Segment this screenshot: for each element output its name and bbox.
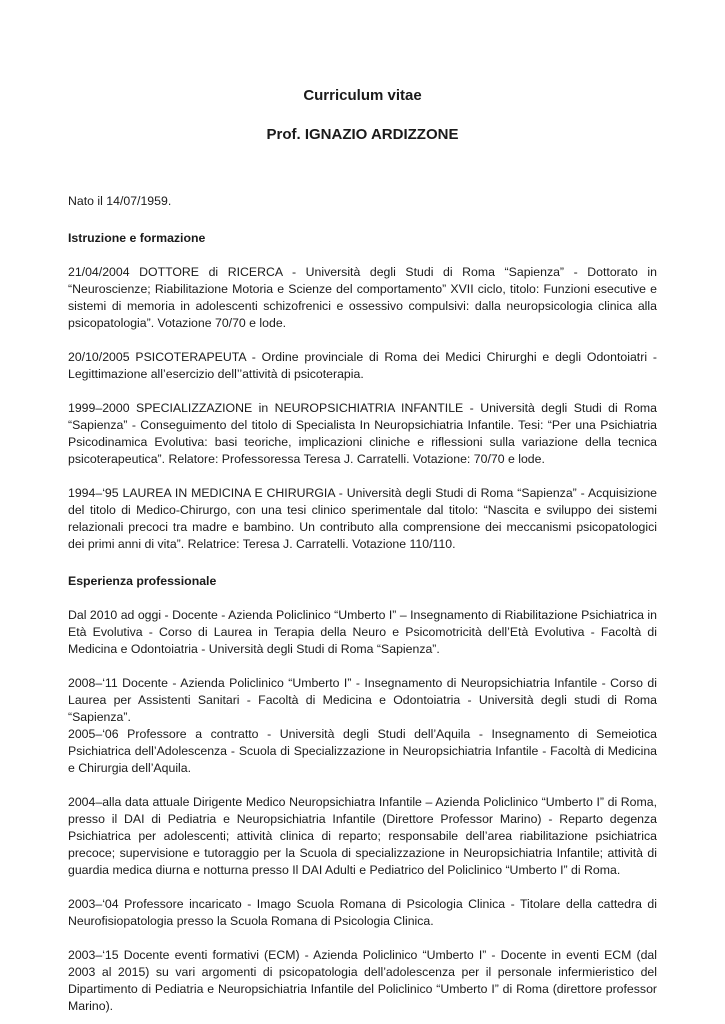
experience-item: 2003–‘15 Docente eventi formativi (ECM) - Azienda Policlinico “Umberto I” - Docente in eventi ECM (dal 2003 al 2015) su vari argomenti di psicopatologia dell’adolescenza per il personale infermieristico del Dipartimento di Pediatria e Neuropsichiatria Infantile del Policlinico “Umberto I” di Roma (direttore professor Marino). bbox=[68, 948, 657, 1013]
education-item: 1994–‘95 LAUREA IN MEDICINA E CHIRURGIA - Università degli Studi di Roma “Sapienza” - Acquisizione del titolo di Medico-Chirurgo, con una tesi clinico sperimentale dal titolo: “Nascita e sviluppo dei sistemi relazionali precoci tra madre e bambino. Un contributo alla comprensione dei meccanismi psicopatologici dei primi anni di vita”. Relatrice: Teresa J. Carratelli. Votazione 110/110. bbox=[68, 486, 657, 551]
section-heading-experience: Esperienza professionale bbox=[68, 574, 217, 588]
education-item: 20/10/2005 PSICOTERAPEUTA - Ordine provinciale di Roma dei Medici Chirurghi e degli Odontoiatri - Legittimazione all’esercizio dell’’attività di psicoterapia. bbox=[68, 350, 657, 381]
experience-item: 2005–‘06 Professore a contratto - Università degli Studi dell’Aquila - Insegnamento di Semeiotica Psichiatrica dell’Adolescenza - Scuola di Specializzazione in Neuropsichiatria Infantile - Facoltà di Medicina e Chirurgia dell’Aquila. bbox=[68, 727, 657, 775]
education-item: 21/04/2004 DOTTORE di RICERCA - Università degli Studi di Roma “Sapienza” - Dottorato in “Neuroscienze; Riabilitazione Motoria e Scienze del comportamento” XVII ciclo, titolo: Funzioni esecutive e sistemi di memoria in adolescenti schizofrenici e ossessivo compulsivi: dalla neuropsicologia clinica alla psicopatologia”. Votazione 70/70 e lode. bbox=[68, 265, 657, 330]
experience-item: 2003–‘04 Professore incaricato - Imago Scuola Romana di Psicologia Clinica - Titolare della cattedra di Neurofisiopatologia presso la Scuola Romana di Psicologia Clinica. bbox=[68, 897, 657, 928]
experience-item: Dal 2010 ad oggi - Docente - Azienda Policlinico “Umberto I” – Insegnamento di Riabilitazione Psichiatrica in Età Evolutiva - Corso di Laurea in Terapia della Neuro e Psicomotricità dell’Età Evolutiva - Facoltà di Medicina e Odontoiatria - Università degli Studi di Roma “Sapienza”. bbox=[68, 608, 657, 656]
experience-item: 2008–‘11 Docente - Azienda Policlinico “Umberto I” - Insegnamento di Neuropsichiatria Infantile - Corso di Laurea per Assistenti Sanitari - Facoltà di Medicina e Odontoiatria - Università degli studi di Roma “Sapienza”. bbox=[68, 676, 657, 724]
experience-item: 2004–alla data attuale Dirigente Medico Neuropsichiatra Infantile – Azienda Policlinico “Umberto I” di Roma, presso il DAI di Pediatria e Neuropsichiatria Infantile (Direttore Professor Marino) - Reparto degenza Psichiatrica per adolescenti; attività clinica di reparto; responsabile dell’area riabilitazione psichiatrica precoce; supervisione e tutoraggio per la Scuola di specializzazione in Neuropsichiatria Infantile; attività di guardia medica diurna e notturna presso Il DAI Adulti e Pediatrico del Policlinico “Umberto I” di Roma. bbox=[68, 795, 657, 877]
section-heading-education: Istruzione e formazione bbox=[68, 231, 206, 245]
person-name: Prof. IGNAZIO ARDIZZONE bbox=[266, 126, 459, 143]
education-item: 1999–2000 SPECIALIZZAZIONE in NEUROPSICHIATRIA INFANTILE - Università degli Studi di Roma “Sapienza” - Conseguimento del titolo di Specialista In Neuropsichiatria Infantile. Tesi: “Per una Psichiatria Psicodinamica Evolutiva: basi teoriche, implicazioni cliniche e riflessioni sulla variazione della tecnica psicoterapeutica”. Relatore: Professoressa Teresa J. Carratelli. Votazione: 70/70 e lode. bbox=[68, 401, 657, 466]
birth-date: Nato il 14/07/1959. bbox=[68, 194, 172, 208]
document-title: Curriculum vitae bbox=[303, 87, 422, 104]
